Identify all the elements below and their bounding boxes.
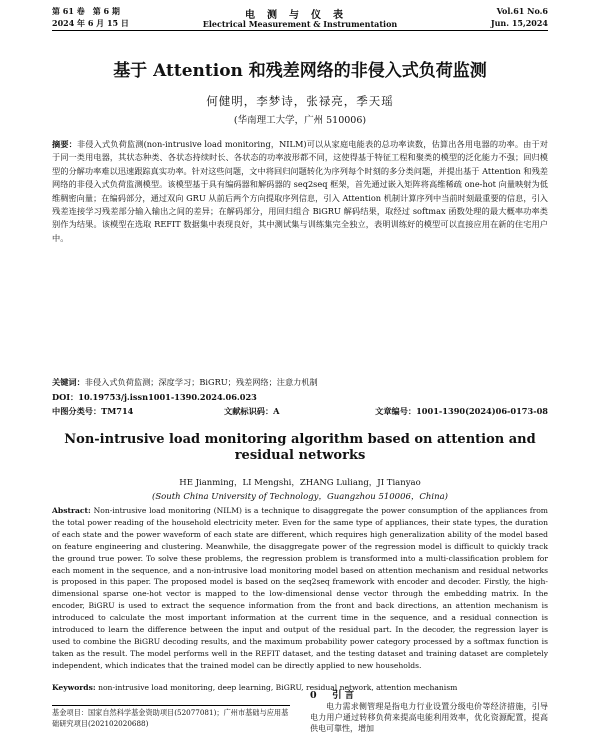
abstract-en-text: Non-intrusive load monitoring (NILM) is a technique to disaggregate the power consumption of the appliances from the total power reading of the household electricity meter. Even for the same type of appliances, their state types, the duration of each state and the power waveform of each state are different, which requires high generalization ability of the model based on feature engineering and clustering. Meanwhile, the disaggregate power of the regression model is difficult to quickly track the ground true power. To solve these problems, the regression problem is transformed into a multi-classification problem for each moment in the sequence, and a non-intrusive load monitoring model based on attention mechanism and residual networks is proposed in this paper. The proposed model is based on the seq2seq framework with encoder and decoder. Firstly, the high-dimensional sparse one-hot vector is mapped to the low-dimensional dense vector through the embedding matrix. In the encoder, BiGRU is used to extract the sequence information from the front and back directions, an attention mechanism is introduced to calculate the most important information at the current time in the sequence, and a residual connection is introduced to learn the difference between the input and output of the residual part. In the decoder, the regression layer is used to combine the BiGRU decoding results, and the maximum probability power category processed by a softmax function is taken as the result. The model performs well in the REFIT dataset, and the testing dataset and training dataset are completely independent, which indicates that the trained model can be directly applied to new households. (52, 506, 548, 670)
keywords-en-label: Keywords: (52, 683, 96, 692)
abstract-cn (52, 138, 548, 245)
abstract-cn-text: 非侵入式负荷监测(non-intrusive load monitoring，NILM)可以从家庭电能表的总功率读数，估算出各用电器的功率。由于对于同一类用电器，其状态种类、各状态持续时长、各状态的功率波形都不同，这使得基于特征工程和聚类的模型的泛化能力不强；回归模型的分解功率难以迅速跟踪真实功率。针对这些问题，文中将回归问题转化为序列每个时刻的多分类问题，并提出基于 Attention 和残差网络的非侵入式负荷监测模型。该模型基于具有编码器和解码器的 seq2seq 框架，首先通过嵌入矩阵将高维稀疏 one-hot 向量映射为低维稠密向量；在编码部分，通过双向 GRU 从前后两个方向提取序列信息，引入 Attention 机制计算序列中当前时刻最重要的信息，引入残差连接学习残差部分输入输出之间的差异；在解码部分，用回归组合 BiGRU 解码结果，取经过 softmax 函数处理的最大概率功率类别作为结果。该模型在选取 REFIT 数据集中表现良好，其中测试集与训练集完全独立，表明训练好的模型可以直接应用在新的住宅用户中。 (52, 139, 548, 243)
document-code: 文献标识码：A (224, 406, 280, 416)
date-cn: 2024 年 6 月 15 日 (52, 18, 129, 28)
date-en: Jun. 15,2024 (490, 18, 548, 28)
header-rule (52, 30, 548, 31)
authors-en: HE Jianming，LI Mengshi，ZHANG Luliang，JI Tianyao (179, 478, 421, 488)
volume-en: Vol.61 No.6 (496, 6, 548, 16)
affiliation-en: (South China University of Technology，Guangzhou 510006，China) (152, 492, 448, 502)
keywords-cn (52, 377, 548, 388)
keywords-cn-label: 关键词： (52, 377, 85, 387)
abstract-en (52, 505, 548, 672)
keywords-en-text: non-intrusive load monitoring, deep learning, BiGRU, residual network, attention mechanism (98, 683, 458, 692)
paper-title-en: Non-intrusive load monitoring algorithm based on attention and residual networks (64, 432, 536, 463)
keywords-cn-text: 非侵入式负荷监测；深度学习；BiGRU；残差网络；注意力机制 (84, 377, 318, 387)
authors-cn: 何健明，李梦诗，张禄亮，季天瑶 (206, 94, 394, 108)
volume-cn: 第 61 卷 第 6 期 (52, 6, 120, 16)
doi: DOI：10.19753/j.issn1001-1390.2024.06.023 (52, 392, 257, 402)
funding-footnote: 基金项目：国家自然科学基金资助项目(52077081)；广州市基础与应用基础研究项目(202102020688) (52, 708, 289, 728)
running-header (52, 6, 548, 32)
intro-paragraph: 电力需求侧管理是指电力行业设置分级电价等经济措施，引导电力用户通过转移负荷来提高电能利用效率，优化资源配置，提高供电可靠性，增加 (310, 702, 548, 733)
keywords-en (52, 683, 548, 692)
article-number: 文章编号：1001-1390(2024)06-0173-08 (375, 406, 548, 416)
abstract-cn-label: 摘要： (52, 139, 77, 149)
affiliation-cn: (华南理工大学，广州 510006) (233, 115, 367, 126)
journal-name-cn: 电测与仪表 (245, 10, 355, 21)
journal-name-en: Electrical Measurement & Instrumentation (202, 19, 398, 29)
classification-line (52, 406, 548, 418)
abstract-en-label: Abstract: (52, 506, 91, 515)
clc-number: 中图分类号：TM714 (52, 406, 134, 416)
section-heading-intro: 0 引言 (310, 690, 358, 701)
footnote-rule (52, 705, 290, 706)
paper-title-cn: 基于 Attention 和残差网络的非侵入式负荷监测 (113, 61, 487, 81)
